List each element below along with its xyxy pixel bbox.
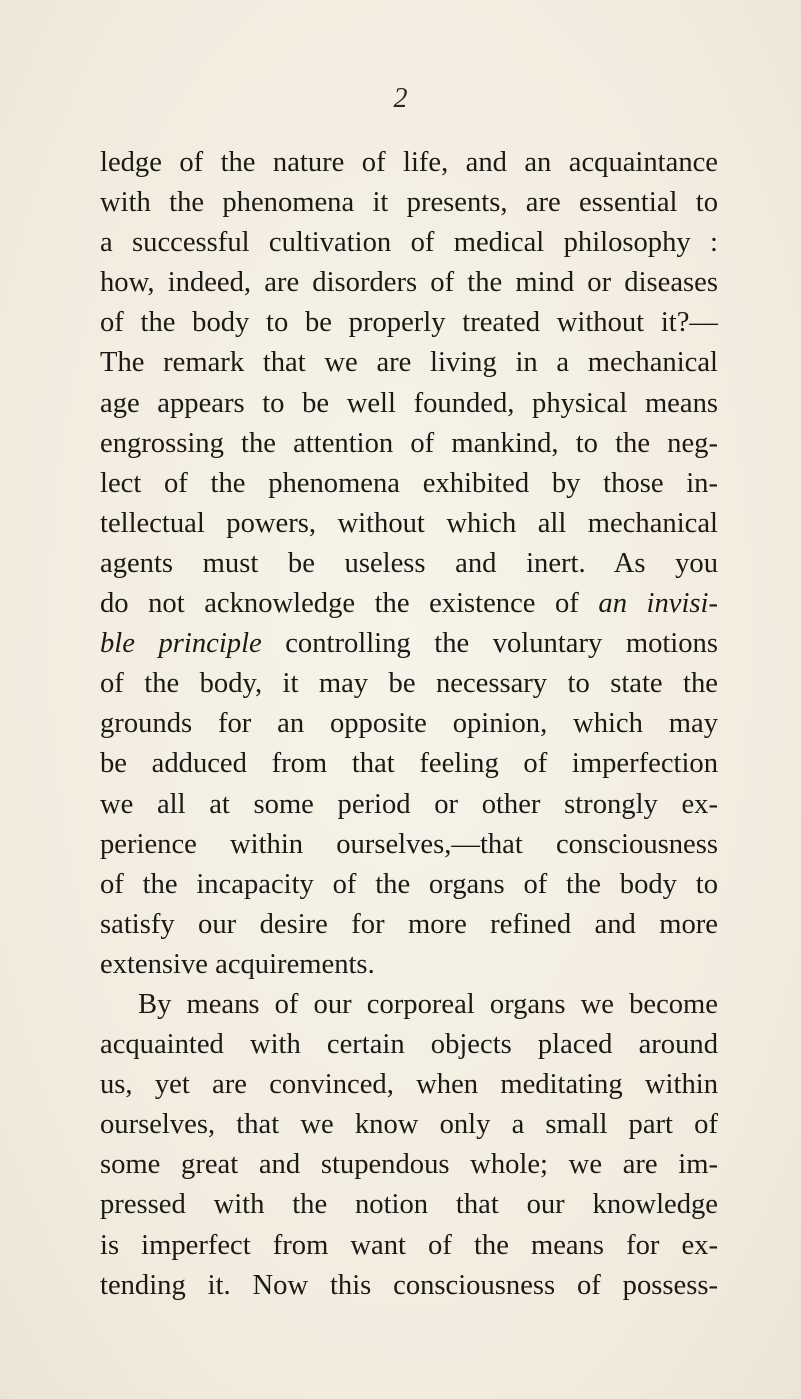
text-line — [100, 384, 718, 424]
text-line — [100, 905, 718, 945]
text-line — [100, 1145, 718, 1185]
line-text: of the body to be properly treated without it?— — [100, 307, 718, 339]
text-line — [100, 865, 718, 905]
line-text: of the incapacity of the organs of the body to — [100, 868, 718, 900]
line-text: age appears to be well founded, physical means — [100, 387, 718, 419]
text-line — [100, 424, 718, 464]
text-line — [100, 1266, 718, 1306]
line-text: grounds for an opposite opinion, which may — [100, 708, 718, 740]
line-text: pressed with the notion that our knowledge — [100, 1189, 718, 1221]
line-text: be adduced from that feeling of imperfection — [100, 748, 718, 780]
line-text: is imperfect from want of the means for ex- — [100, 1229, 718, 1261]
line-text: how, indeed, are disorders of the mind or diseases — [100, 267, 718, 299]
italic-phrase: an invisi- — [598, 588, 719, 620]
text-line — [100, 704, 718, 744]
line-text: agents must be useless and inert. As you — [100, 547, 718, 579]
text-line — [100, 664, 718, 704]
text-line — [100, 1065, 718, 1105]
line-text: with the phenomena it presents, are essential to — [100, 187, 718, 219]
line-text: some great and stupendous whole; we are im- — [100, 1149, 718, 1181]
line-text: ourselves, that we know only a small part of — [100, 1109, 718, 1141]
text-line — [100, 263, 718, 303]
text-line — [100, 303, 718, 343]
page-number: 2 — [393, 83, 408, 114]
line-text: ledge of the nature of life, and an acquaintance — [100, 147, 718, 178]
line-text: tending it. Now this consciousness of possess- — [100, 1269, 718, 1301]
line-text: lect of the phenomena exhibited by those in- — [100, 467, 718, 499]
text-line — [100, 1025, 718, 1065]
text-line — [100, 183, 718, 223]
line-text: controlling the voluntary motions — [261, 628, 718, 660]
text-line — [100, 504, 718, 544]
text-line — [100, 825, 718, 865]
line-text: do not acknowledge the existence of — [100, 588, 599, 620]
text-line — [100, 1105, 718, 1145]
text-line — [100, 1226, 718, 1266]
text-line — [100, 143, 718, 183]
line-text: of the body, it may be necessary to state the — [100, 668, 718, 700]
line-text: satisfy our desire for more refined and more — [100, 908, 718, 940]
text-line — [100, 744, 718, 784]
italic-phrase: ble principle — [100, 628, 262, 660]
text-line — [100, 584, 718, 624]
text-line — [100, 223, 718, 263]
line-text: us, yet are convinced, when meditating within — [100, 1069, 718, 1101]
text-line — [100, 624, 718, 664]
text-line — [100, 544, 718, 584]
line-text: By means of our corporeal organs we become — [138, 988, 718, 1020]
text-line — [100, 785, 718, 825]
text-line — [100, 985, 718, 1025]
line-text: acquainted with certain objects placed around — [100, 1029, 718, 1061]
line-text: extensive acquirements. — [100, 948, 375, 980]
text-line — [100, 343, 718, 383]
line-text: The remark that we are living in a mechanical — [100, 347, 718, 379]
line-text: engrossing the attention of mankind, to the neg- — [100, 427, 718, 459]
line-text: we all at some period or other strongly ex- — [100, 788, 718, 820]
line-text: tellectual powers, without which all mechanical — [100, 507, 718, 539]
text-line — [100, 464, 718, 504]
line-text: a successful cultivation of medical philosophy : — [100, 227, 718, 259]
line-text: perience within ourselves,—that consciousness — [100, 828, 718, 860]
body-text — [100, 143, 718, 1306]
text-line — [100, 945, 718, 985]
text-line — [100, 1185, 718, 1225]
